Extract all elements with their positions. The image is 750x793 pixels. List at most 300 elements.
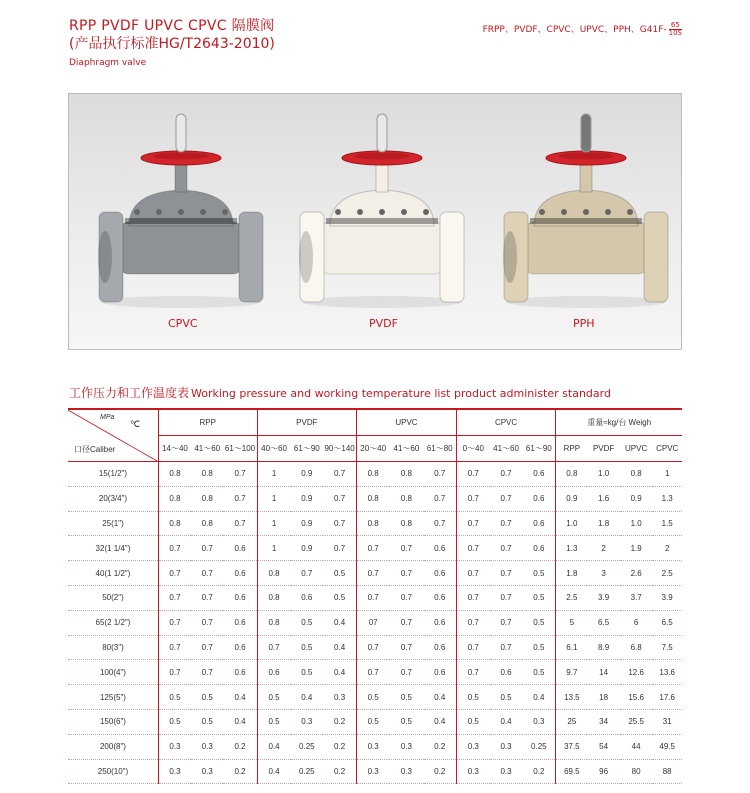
subheader-cell: UPVC — [620, 436, 653, 462]
value-cell: 25.5 — [620, 709, 653, 734]
value-cell: 9.7 — [556, 660, 588, 685]
value-cell: 0.9 — [291, 511, 324, 536]
value-cell: 0.5 — [323, 561, 357, 586]
value-cell: 0.4 — [424, 709, 457, 734]
value-cell: 2 — [652, 536, 682, 561]
value-cell: 0.5 — [490, 685, 523, 710]
value-cell: 1.3 — [556, 536, 588, 561]
handwheel-inner — [558, 153, 614, 160]
value-cell: 0.3 — [522, 709, 556, 734]
value-cell: 0.6 — [424, 660, 457, 685]
table-row — [68, 660, 682, 685]
value-cell: 37.5 — [556, 734, 588, 759]
value-cell: 96 — [587, 759, 620, 784]
value-cell: 25 — [556, 709, 588, 734]
value-cell: 0.5 — [191, 709, 224, 734]
value-cell: 1.0 — [556, 511, 588, 536]
value-cell: 0.3 — [158, 759, 191, 784]
value-cell: 0.6 — [424, 561, 457, 586]
size-cell: 65(2 1/2") — [68, 610, 158, 635]
subheader-cell: 61～90 — [522, 436, 556, 462]
value-cell: 6.5 — [652, 610, 682, 635]
size-cell: 250(10") — [68, 759, 158, 784]
value-cell: 0.3 — [490, 759, 523, 784]
bolt-icon — [335, 209, 341, 215]
subheader-cell: CPVC — [652, 436, 682, 462]
value-cell: 15.6 — [620, 685, 653, 710]
value-cell: 0.5 — [522, 585, 556, 610]
value-cell: 0.7 — [323, 462, 357, 487]
value-cell: 0.5 — [357, 685, 390, 710]
value-cell: 0.7 — [490, 561, 523, 586]
value-cell: 0.7 — [456, 610, 490, 635]
bolt-icon — [357, 209, 363, 215]
subheader-cell: PVDF — [587, 436, 620, 462]
value-cell: 1.0 — [620, 511, 653, 536]
value-cell: 0.4 — [291, 685, 324, 710]
value-cell: 0.6 — [522, 536, 556, 561]
value-cell: 0.5 — [522, 635, 556, 660]
bolt-icon — [561, 209, 567, 215]
value-cell: 1.6 — [587, 486, 620, 511]
value-cell: 0.7 — [158, 585, 191, 610]
value-cell: 1 — [257, 511, 291, 536]
size-cell: 20(3/4") — [68, 486, 158, 511]
value-cell: 0.4 — [257, 734, 291, 759]
corner-caliber: 口径Caliber — [74, 445, 116, 454]
table-row — [68, 585, 682, 610]
section-title — [69, 384, 611, 401]
value-cell: 0.7 — [158, 561, 191, 586]
valve-illustrations — [69, 94, 682, 350]
value-cell: 0.6 — [257, 660, 291, 685]
value-cell: 0.7 — [389, 610, 424, 635]
model-code — [483, 22, 682, 37]
value-cell: 0.5 — [522, 660, 556, 685]
group-header-cpvc: CPVC — [456, 409, 556, 436]
value-cell: 0.5 — [257, 709, 291, 734]
value-cell: 0.3 — [357, 734, 390, 759]
product-photo — [68, 93, 682, 350]
bolt-icon — [156, 209, 162, 215]
value-cell: 0.7 — [456, 561, 490, 586]
model-sup: 65 — [669, 22, 682, 30]
value-cell: 0.7 — [191, 610, 224, 635]
diaphragm-seam — [125, 218, 237, 224]
value-cell: 0.7 — [323, 486, 357, 511]
value-cell: 6 — [620, 610, 653, 635]
product-label-pvdf: PVDF — [369, 317, 398, 330]
size-cell: 32(1 1/4") — [68, 536, 158, 561]
value-cell: 0.8 — [191, 462, 224, 487]
value-cell: 0.7 — [456, 486, 490, 511]
value-cell: 0.7 — [191, 561, 224, 586]
value-cell: 0.7 — [223, 511, 257, 536]
value-cell: 0.8 — [158, 511, 191, 536]
value-cell: 3 — [587, 561, 620, 586]
value-cell: 0.2 — [323, 734, 357, 759]
value-cell: 13.5 — [556, 685, 588, 710]
value-cell: 31 — [652, 709, 682, 734]
value-cell: 0.6 — [424, 610, 457, 635]
value-cell: 0.5 — [158, 709, 191, 734]
value-cell: 18 — [587, 685, 620, 710]
value-cell: 6.8 — [620, 635, 653, 660]
value-cell: 0.7 — [257, 635, 291, 660]
value-cell: 2 — [587, 536, 620, 561]
value-cell: 88 — [652, 759, 682, 784]
value-cell: 2.5 — [556, 585, 588, 610]
value-cell: 0.7 — [158, 536, 191, 561]
size-cell: 125(5") — [68, 685, 158, 710]
size-cell: 25(1") — [68, 511, 158, 536]
value-cell: 0.7 — [424, 462, 457, 487]
value-cell: 0.3 — [323, 685, 357, 710]
valve-body — [320, 222, 444, 274]
product-label-cpvc: CPVC — [168, 317, 198, 330]
value-cell: 0.6 — [522, 511, 556, 536]
bolt-icon — [178, 209, 184, 215]
subheader-cell: 0～40 — [456, 436, 490, 462]
value-cell: 0.7 — [191, 585, 224, 610]
value-cell: 0.7 — [191, 660, 224, 685]
right-flange — [644, 212, 668, 302]
value-cell: 0.5 — [522, 561, 556, 586]
value-cell: 0.6 — [223, 585, 257, 610]
handwheel-inner — [153, 153, 209, 160]
value-cell: 0.8 — [158, 486, 191, 511]
bolt-icon — [539, 209, 545, 215]
pressure-temperature-table — [68, 408, 682, 784]
value-cell: 0.7 — [389, 660, 424, 685]
value-cell: 0.5 — [357, 709, 390, 734]
value-cell: 0.3 — [158, 734, 191, 759]
value-cell: 0.5 — [456, 685, 490, 710]
value-cell: 0.7 — [357, 635, 390, 660]
valve-shadow — [506, 296, 666, 308]
table-row — [68, 734, 682, 759]
value-cell: 0.7 — [223, 486, 257, 511]
value-cell: 1 — [257, 536, 291, 561]
value-cell: 0.7 — [490, 462, 523, 487]
bolt-icon — [583, 209, 589, 215]
value-cell: 0.7 — [424, 486, 457, 511]
value-cell: 0.6 — [223, 635, 257, 660]
value-cell: 0.7 — [490, 635, 523, 660]
value-cell: 0.7 — [357, 585, 390, 610]
section-title-cn: 工作压力和工作温度表 — [69, 386, 190, 400]
value-cell: 0.4 — [323, 635, 357, 660]
value-cell: 0.7 — [158, 610, 191, 635]
bolt-icon — [401, 209, 407, 215]
right-flange — [440, 212, 464, 302]
model-code-text: FRPP、PVDF、CPVC、UPVC、PPH、G41F- — [482, 25, 667, 35]
value-cell: 0.4 — [223, 709, 257, 734]
position-indicator-cap — [377, 114, 387, 152]
value-cell: 1.3 — [652, 486, 682, 511]
value-cell: 0.8 — [389, 486, 424, 511]
value-cell: 0.7 — [490, 511, 523, 536]
value-cell: 0.9 — [291, 536, 324, 561]
corner-deg: ℃ — [130, 419, 141, 429]
value-cell: 0.7 — [389, 536, 424, 561]
value-cell: 3.9 — [652, 585, 682, 610]
subheader-cell: 40～60 — [257, 436, 291, 462]
table-row — [68, 561, 682, 586]
value-cell: 1.8 — [587, 511, 620, 536]
value-cell: 34 — [587, 709, 620, 734]
value-cell: 0.6 — [223, 610, 257, 635]
subheader-cell: 14～40 — [158, 436, 191, 462]
product-label-pph: PPH — [573, 317, 595, 330]
left-flange-bore — [98, 231, 112, 283]
model-fraction — [669, 22, 682, 37]
value-cell: 0.7 — [389, 585, 424, 610]
value-cell: 1.8 — [556, 561, 588, 586]
value-cell: 0.4 — [257, 759, 291, 784]
table-row — [68, 685, 682, 710]
value-cell: 0.9 — [291, 462, 324, 487]
value-cell: 0.7 — [456, 511, 490, 536]
value-cell: 0.6 — [424, 635, 457, 660]
value-cell: 0.6 — [490, 660, 523, 685]
value-cell: 0.8 — [357, 462, 390, 487]
value-cell: 0.8 — [620, 462, 653, 487]
value-cell: 0.7 — [191, 635, 224, 660]
value-cell: 13.6 — [652, 660, 682, 685]
value-cell: 0.6 — [522, 486, 556, 511]
value-cell: 0.4 — [323, 660, 357, 685]
subheader-cell: 61～100 — [223, 436, 257, 462]
value-cell: 0.7 — [158, 635, 191, 660]
value-cell: 0.5 — [522, 610, 556, 635]
size-cell: 200(8") — [68, 734, 158, 759]
value-cell: 0.25 — [291, 759, 324, 784]
value-cell: 0.6 — [522, 462, 556, 487]
value-cell: 0.7 — [490, 486, 523, 511]
left-flange-bore — [299, 231, 313, 283]
corner-mpa: MPa — [100, 414, 115, 421]
value-cell: 0.5 — [291, 610, 324, 635]
subheader-cell: 61～90 — [291, 436, 324, 462]
value-cell: 49.5 — [652, 734, 682, 759]
value-cell: 0.5 — [158, 685, 191, 710]
diaphragm-seam — [530, 218, 642, 224]
value-cell: 0.3 — [357, 759, 390, 784]
value-cell: 0.8 — [158, 462, 191, 487]
value-cell: 0.6 — [291, 585, 324, 610]
value-cell: 7.5 — [652, 635, 682, 660]
value-cell: 0.6 — [424, 585, 457, 610]
value-cell: 14 — [587, 660, 620, 685]
table-corner-cell — [68, 409, 158, 462]
value-cell: 0.25 — [291, 734, 324, 759]
group-header-pvdf: PVDF — [257, 409, 357, 436]
value-cell: 17.6 — [652, 685, 682, 710]
value-cell: 0.7 — [424, 511, 457, 536]
diaphragm-seam — [326, 218, 438, 224]
value-cell: 0.9 — [556, 486, 588, 511]
value-cell: 1 — [652, 462, 682, 487]
table-row — [68, 759, 682, 784]
value-cell: 0.2 — [223, 759, 257, 784]
value-cell: 6.5 — [587, 610, 620, 635]
value-cell: 0.7 — [456, 660, 490, 685]
value-cell: 0.8 — [257, 585, 291, 610]
subheader-cell: 90～140 — [323, 436, 357, 462]
value-cell: 0.3 — [191, 759, 224, 784]
table-row — [68, 486, 682, 511]
model-sub: 10S — [668, 29, 682, 37]
value-cell: 0.2 — [323, 759, 357, 784]
value-cell: 0.3 — [456, 734, 490, 759]
value-cell: 80 — [620, 759, 653, 784]
value-cell: 0.7 — [223, 462, 257, 487]
size-cell: 80(3") — [68, 635, 158, 660]
value-cell: 0.3 — [389, 734, 424, 759]
group-header-upvc: UPVC — [357, 409, 457, 436]
value-cell: 6.1 — [556, 635, 588, 660]
value-cell: 0.5 — [291, 635, 324, 660]
value-cell: 0.7 — [490, 536, 523, 561]
value-cell: 0.5 — [389, 685, 424, 710]
value-cell: 0.2 — [323, 709, 357, 734]
value-cell: 0.6 — [223, 561, 257, 586]
value-cell: 0.25 — [522, 734, 556, 759]
value-cell: 54 — [587, 734, 620, 759]
size-cell: 50(2") — [68, 585, 158, 610]
value-cell: 0.4 — [490, 709, 523, 734]
value-cell: 0.2 — [223, 734, 257, 759]
left-flange-bore — [503, 231, 517, 283]
subheader-cell: 20～40 — [357, 436, 390, 462]
table-row — [68, 536, 682, 561]
value-cell: 0.5 — [389, 709, 424, 734]
size-cell: 150(6") — [68, 709, 158, 734]
valve-body — [119, 222, 243, 274]
value-cell: 0.6 — [223, 660, 257, 685]
subheader-cell: 41～60 — [490, 436, 523, 462]
value-cell: 0.2 — [522, 759, 556, 784]
value-cell: 0.7 — [158, 660, 191, 685]
page-title: RPP PVDF UPVC CPVC 隔膜阀 — [69, 18, 275, 34]
value-cell: 2.5 — [652, 561, 682, 586]
value-cell: 0.8 — [191, 511, 224, 536]
value-cell: 0.7 — [291, 561, 324, 586]
section-title-en: Working pressure and working temperature list product administer standard — [191, 387, 611, 400]
value-cell: 0.7 — [191, 536, 224, 561]
english-subtitle: Diaphragm valve — [69, 58, 147, 68]
value-cell: 0.7 — [456, 462, 490, 487]
value-cell: 0.7 — [323, 536, 357, 561]
value-cell: 2.6 — [620, 561, 653, 586]
bolt-icon — [200, 209, 206, 215]
valve-shadow — [302, 296, 462, 308]
group-header-weight: 重量≈kg/台 Weigh — [556, 409, 682, 436]
position-indicator-cap — [176, 114, 186, 152]
value-cell: 69.5 — [556, 759, 588, 784]
value-cell: 0.7 — [389, 635, 424, 660]
value-cell: 1.0 — [587, 462, 620, 487]
value-cell: 12.6 — [620, 660, 653, 685]
value-cell: 0.3 — [291, 709, 324, 734]
value-cell: 1.5 — [652, 511, 682, 536]
value-cell: 0.7 — [456, 635, 490, 660]
value-cell: 0.7 — [490, 610, 523, 635]
subheader-cell: RPP — [556, 436, 588, 462]
bolt-icon — [605, 209, 611, 215]
value-cell: 0.7 — [389, 561, 424, 586]
value-cell: 44 — [620, 734, 653, 759]
value-cell: 0.9 — [620, 486, 653, 511]
value-cell: 1.9 — [620, 536, 653, 561]
value-cell: 0.3 — [191, 734, 224, 759]
table-row — [68, 462, 682, 487]
table-row — [68, 635, 682, 660]
value-cell: 0.8 — [357, 511, 390, 536]
value-cell: 0.4 — [323, 610, 357, 635]
size-cell: 15(1/2") — [68, 462, 158, 487]
value-cell: 1 — [257, 486, 291, 511]
standard-subtitle: (产品执行标准HG/T2643-2010) — [69, 36, 275, 52]
bolt-icon — [379, 209, 385, 215]
value-cell: 0.3 — [389, 759, 424, 784]
value-cell: 07 — [357, 610, 390, 635]
value-cell: 0.2 — [424, 734, 457, 759]
value-cell: 0.8 — [257, 610, 291, 635]
table-row — [68, 709, 682, 734]
value-cell: 3.9 — [587, 585, 620, 610]
value-cell: 3.7 — [620, 585, 653, 610]
value-cell: 0.7 — [323, 511, 357, 536]
value-cell: 0.7 — [456, 585, 490, 610]
value-cell: 0.8 — [389, 511, 424, 536]
value-cell: 0.4 — [522, 685, 556, 710]
value-cell: 0.9 — [291, 486, 324, 511]
subheader-cell: 61～80 — [424, 436, 457, 462]
value-cell: 0.8 — [257, 561, 291, 586]
value-cell: 0.2 — [424, 759, 457, 784]
value-cell: 0.5 — [291, 660, 324, 685]
table-row — [68, 511, 682, 536]
value-cell: 0.7 — [357, 660, 390, 685]
valve-shadow — [101, 296, 261, 308]
value-cell: 0.8 — [191, 486, 224, 511]
value-cell: 1 — [257, 462, 291, 487]
value-cell: 0.7 — [490, 585, 523, 610]
value-cell: 5 — [556, 610, 588, 635]
value-cell: 0.6 — [223, 536, 257, 561]
value-cell: 0.5 — [257, 685, 291, 710]
value-cell: 0.5 — [323, 585, 357, 610]
handwheel-inner — [354, 153, 410, 160]
size-cell: 40(1 1/2") — [68, 561, 158, 586]
value-cell: 0.7 — [357, 536, 390, 561]
bolt-icon — [627, 209, 633, 215]
value-cell: 0.6 — [424, 536, 457, 561]
value-cell: 0.4 — [424, 685, 457, 710]
bolt-icon — [134, 209, 140, 215]
value-cell: 0.8 — [556, 462, 588, 487]
bolt-icon — [423, 209, 429, 215]
value-cell: 0.7 — [456, 536, 490, 561]
value-cell: 0.8 — [357, 486, 390, 511]
table-row — [68, 610, 682, 635]
bolt-icon — [222, 209, 228, 215]
value-cell: 0.5 — [191, 685, 224, 710]
subheader-cell: 41～60 — [191, 436, 224, 462]
value-cell: 0.3 — [490, 734, 523, 759]
